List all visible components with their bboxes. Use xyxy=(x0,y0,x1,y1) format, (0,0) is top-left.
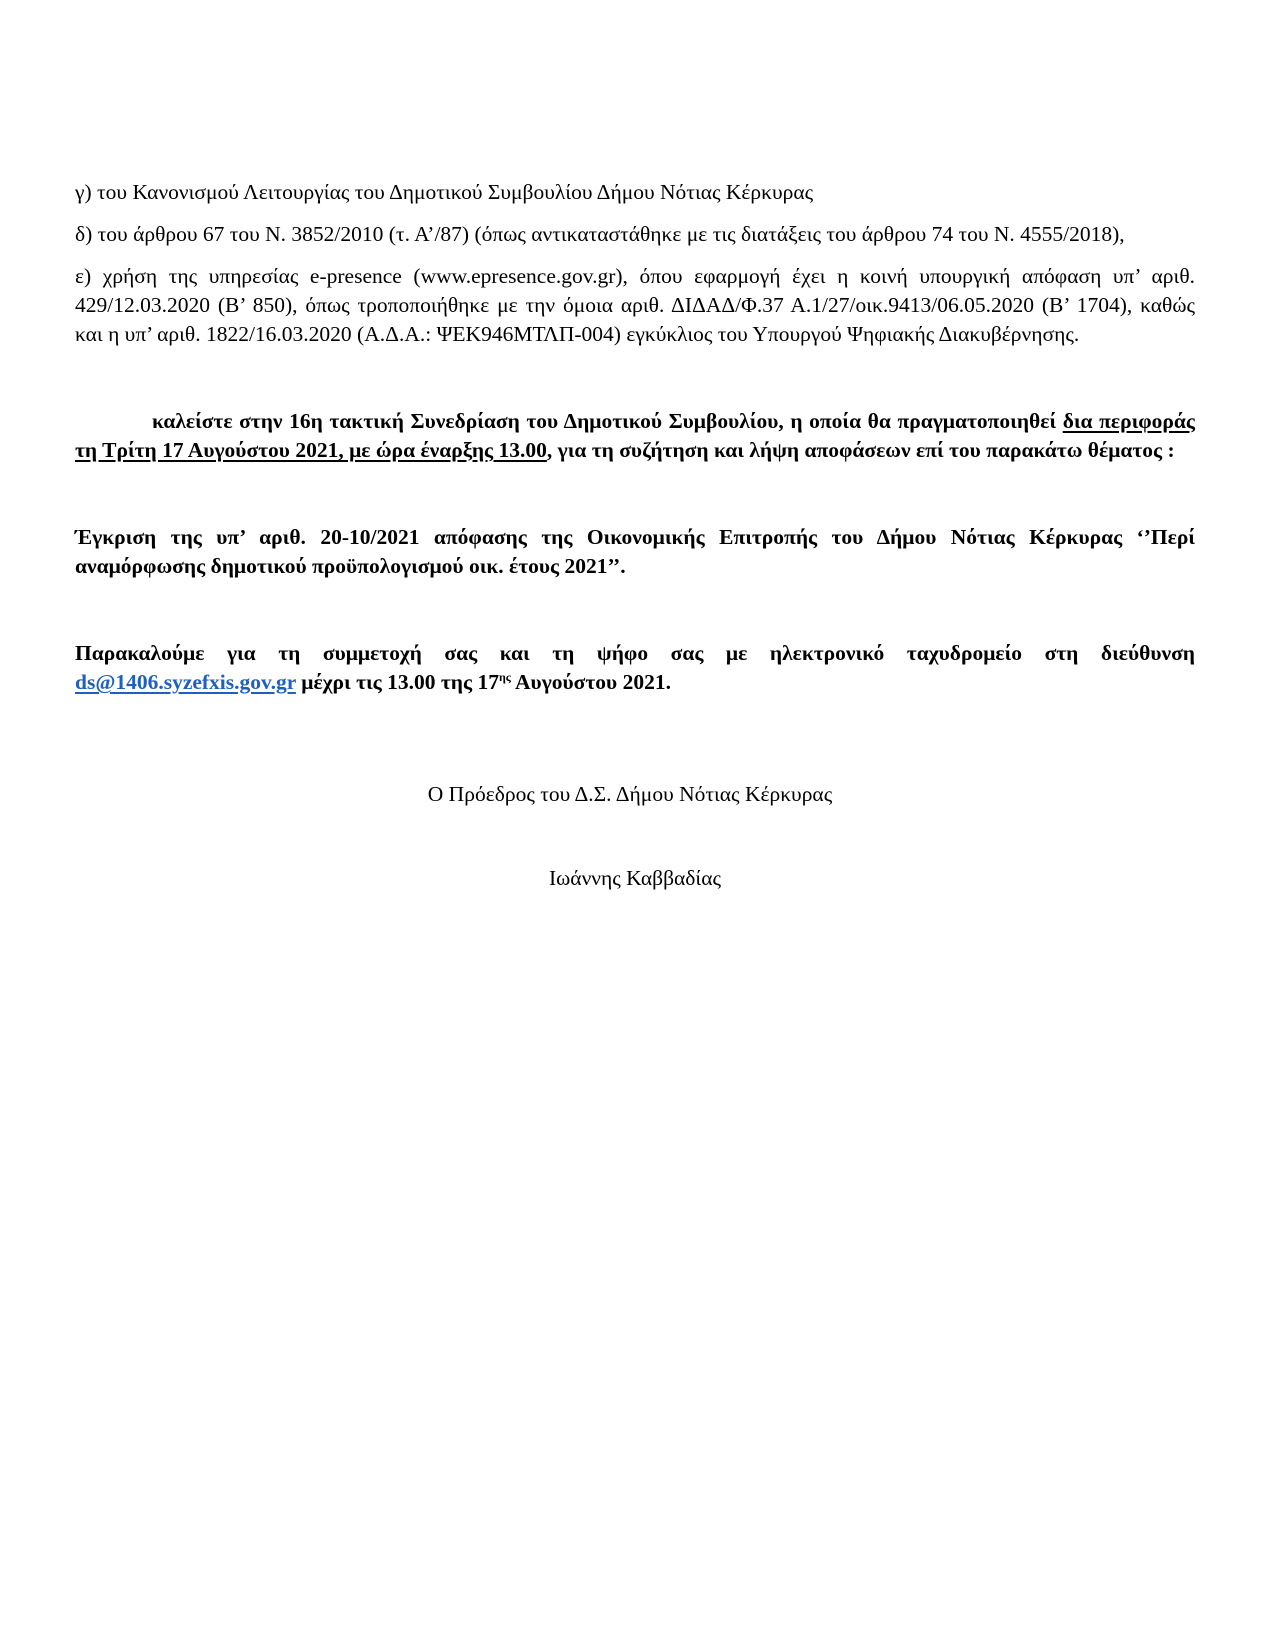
clause-d: δ) του άρθρου 67 του Ν. 3852/2010 (τ. Α’/87) (όπως αντικαταστάθηκε με τις διατάξεις του άρθρου 74 του Ν. 4555/2018), xyxy=(75,222,1125,246)
signatory-name: Ιωάννης Καββαδίας xyxy=(549,866,721,890)
meeting-invitation xyxy=(75,407,1195,465)
ordinal-suffix: ης xyxy=(498,669,511,684)
meeting-date-time: δια περιφοράς τη Τρίτη 17 Αυγούστου 2021, με ώρα έναρξης 13.00 xyxy=(75,409,1195,462)
vote-request-text-start: Παρακαλούμε για τη συμμετοχή σας και τη ψήφο σας με ηλεκτρονικό ταχυδρομείο στη διεύθυνση xyxy=(75,641,1195,665)
invitation-text-start: καλείστε στην 16η τακτική Συνεδρίαση του Δημοτικού Συμβουλίου, η οποία θα πραγματοποιηθεί xyxy=(152,409,1063,433)
document-body xyxy=(75,178,1195,893)
vote-request xyxy=(75,639,1195,697)
invitation-text-end: , για τη συζήτηση και λήψη αποφάσεων επί του παρακάτω θέματος : xyxy=(546,438,1175,462)
signatory-title: Ο Πρόεδρος του Δ.Σ. Δήμου Νότιας Κέρκυρας xyxy=(427,782,833,806)
agenda-topic: Έγκριση της υπ’ αριθ. 20-10/2021 απόφασης της Οικονομικής Επιτροπής του Δήμου Νότιας Κέρκυρας ‘’Περί αναμόρφωσης δημοτικού προϋπολογισμού οικ. έτους 2021’’. xyxy=(75,525,1195,578)
signature-block xyxy=(75,780,1195,893)
email-link[interactable]: ds@1406.syzefxis.gov.gr xyxy=(75,670,296,694)
vote-request-deadline: μέχρι τις 13.00 της 17 xyxy=(295,670,499,694)
vote-request-text-end: Αυγούστου 2021. xyxy=(510,670,671,694)
clause-e: ε) χρήση της υπηρεσίας e-presence (www.epresence.gov.gr), όπου εφαρμογή έχει η κοινή υπουργική απόφαση υπ’ αριθ. 429/12.03.2020 (Β’ 850), όπως τροποποιήθηκε με την όμοια αριθ. ΔΙΔΑΔ/Φ.37 Α.1/27/οικ.9413/06.05.2020 (Β’ 1704), καθώς και η υπ’ αριθ. 1822/16.03.2020 (Α.Δ.Α.: ΨΕΚ946ΜΤΛΠ-004) εγκύκλιος του Υπουργού Ψηφιακής Διακυβέρνησης. xyxy=(75,264,1195,346)
clause-g: γ) του Κανονισμού Λειτουργίας του Δημοτικού Συμβουλίου Δήμου Νότιας Κέρκυρας xyxy=(75,180,814,204)
